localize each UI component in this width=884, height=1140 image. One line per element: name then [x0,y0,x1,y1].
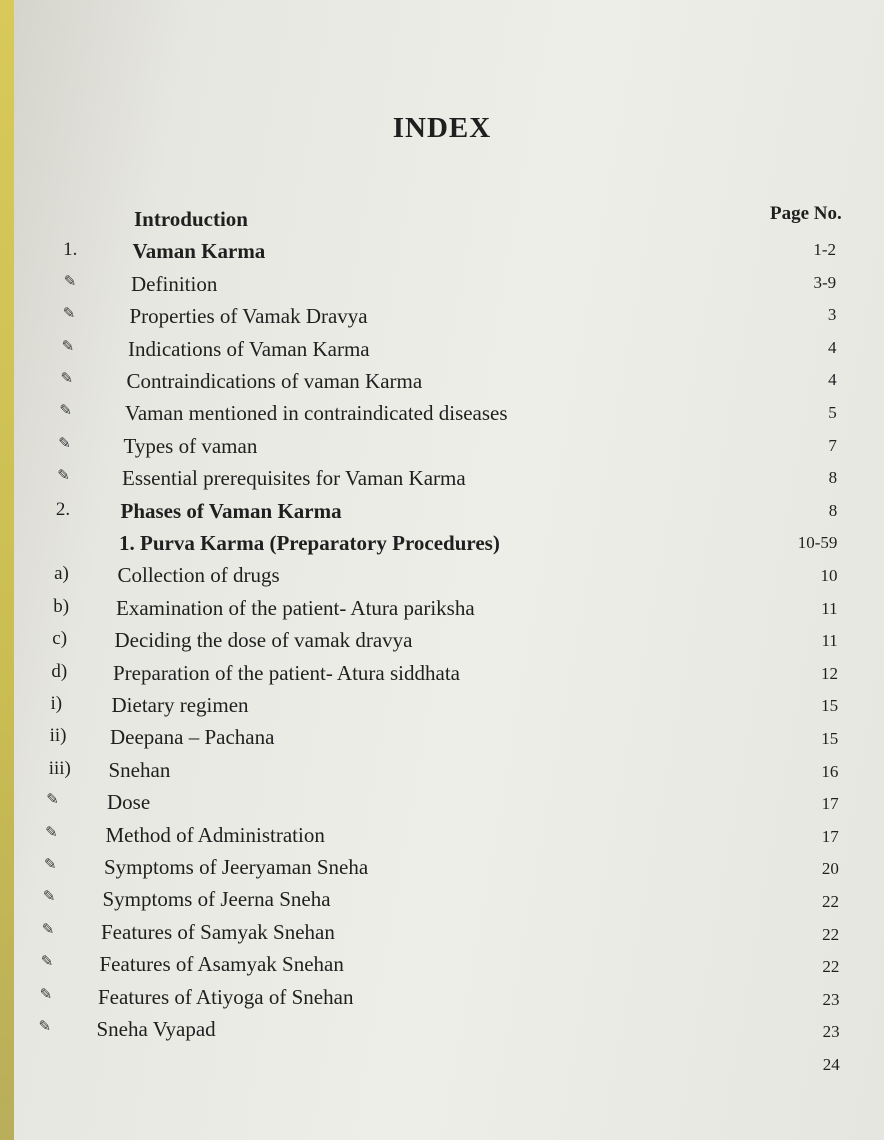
entry-number: 2. [55,498,71,520]
page-number: 4 [827,337,837,357]
entry-label: Vaman mentioned in contraindicated diseases [125,401,508,426]
entry-label: Essential prerequisites for Vaman Karma [122,466,466,491]
entry-label: Phases of Vaman Karma [120,498,342,523]
pencil-bullet-icon: ✎ [41,921,55,938]
index-entry [0,300,884,332]
index-entry [0,365,884,397]
index-entry [0,1013,884,1045]
pencil-bullet-icon: ✎ [63,273,77,290]
page-number: 11 [821,631,838,651]
entry-label: Sneha Vyapad [96,1017,216,1041]
entry-label: Symptoms of Jeeryaman Sneha [104,855,369,879]
page-number: 20 [821,859,839,879]
entry-number: i) [50,693,63,714]
index-entry [0,819,884,851]
entry-label: Features of Samyak Snehan [101,919,335,944]
entry-label: Deepana – Pachana [110,725,275,750]
index-entry [0,495,884,527]
page-no-header: Page No. [770,203,842,224]
entry-number: a) [54,563,69,585]
pencil-bullet-icon: ✎ [59,403,72,420]
pencil-bullet-icon: ✎ [45,824,58,841]
page-number: 15 [821,696,839,716]
page-number: 3-9 [813,272,837,292]
page-number: 7 [828,435,837,455]
page-title: INDEX [392,112,492,144]
entry-label: Types of vaman [123,433,258,458]
entry-label: 1. Purva Karma (Preparatory Procedures) [119,531,500,555]
entry-label: Deciding the dose of vamak dravya [114,628,413,653]
index-entry [0,462,884,494]
page-number: 17 [821,794,839,814]
entry-label: Contraindications of vaman Karma [126,369,423,393]
pencil-bullet-icon: ✎ [46,792,59,809]
page-number: 3 [827,305,837,325]
index-entry [0,624,884,656]
index-entry [0,786,884,818]
index-entry [0,721,884,753]
index-entry [0,883,884,915]
pencil-bullet-icon: ✎ [42,889,56,906]
entry-label: Preparation of the patient- Atura siddhata [113,660,460,685]
pencil-bullet-icon: ✎ [60,371,74,387]
index-entry [0,916,884,948]
entry-label: Snehan [108,757,171,782]
pencil-bullet-icon: ✎ [57,468,70,485]
index-entry [0,657,884,689]
page-number: 16 [821,761,839,781]
page-number: 5 [828,403,837,422]
page-number: 22 [822,892,839,911]
entry-number: ii) [49,725,67,747]
page-number: 1-2 [813,240,836,259]
page-number: 10-59 [797,533,838,553]
index-entry [0,397,884,429]
entry-label: Collection of drugs [117,563,280,588]
entry-label: Properties of Vamak Dravya [129,304,368,329]
index-entry [0,203,884,235]
page-number: 24 [822,1055,840,1074]
page-number: 4 [828,370,837,390]
page-number: 11 [821,598,838,618]
pencil-bullet-icon: ✎ [62,306,76,323]
index-entry [0,527,884,559]
page-number: 22 [822,924,840,944]
page-number: 15 [821,729,839,748]
entry-label: Definition [131,271,218,296]
entry-number: b) [53,595,70,617]
entry-label: Vaman Karma [132,239,266,264]
entry-label: Symptoms of Jeerna Sneha [102,887,331,912]
entry-label: Features of Asamyak Snehan [99,952,344,977]
index-entry [0,592,884,624]
pencil-bullet-icon: ✎ [39,986,53,1003]
page-number: 22 [822,957,840,977]
entry-label: Dietary regimen [111,693,249,717]
index-entry [0,851,884,883]
entry-label: Examination of the patient- Atura pariksha [116,595,475,620]
index-entry [0,268,884,300]
page-number: 12 [820,663,838,683]
index-entry [0,948,884,980]
entry-number: c) [52,628,68,650]
index-entry [0,689,884,721]
index-entry [0,981,884,1013]
page-number: 17 [821,826,839,846]
entry-label: Dose [107,790,151,815]
entry-label: Indications of Vaman Karma [128,336,370,361]
entry-number: d) [51,660,68,682]
pencil-bullet-icon: ✎ [58,435,71,452]
index-entry [0,559,884,591]
entry-number: iii) [48,757,71,779]
page-number: 8 [828,468,838,488]
entry-label: Introduction [134,207,248,231]
page-number: 8 [828,500,838,520]
page-number: 10 [820,566,838,585]
entry-label: Features of Atiyoga of Snehan [98,984,354,1009]
index-entry [0,430,884,462]
pencil-bullet-icon: ✎ [38,1019,52,1035]
page-number: 23 [822,1022,840,1042]
index-entry [0,333,884,365]
index-entry [0,754,884,786]
pencil-bullet-icon: ✎ [44,857,57,873]
page-number: 23 [822,989,840,1009]
pencil-bullet-icon: ✎ [40,954,54,971]
entry-number: 1. [63,239,78,261]
index-entry [0,235,884,267]
entry-label: Method of Administration [105,822,325,847]
pencil-bullet-icon: ✎ [61,338,75,355]
